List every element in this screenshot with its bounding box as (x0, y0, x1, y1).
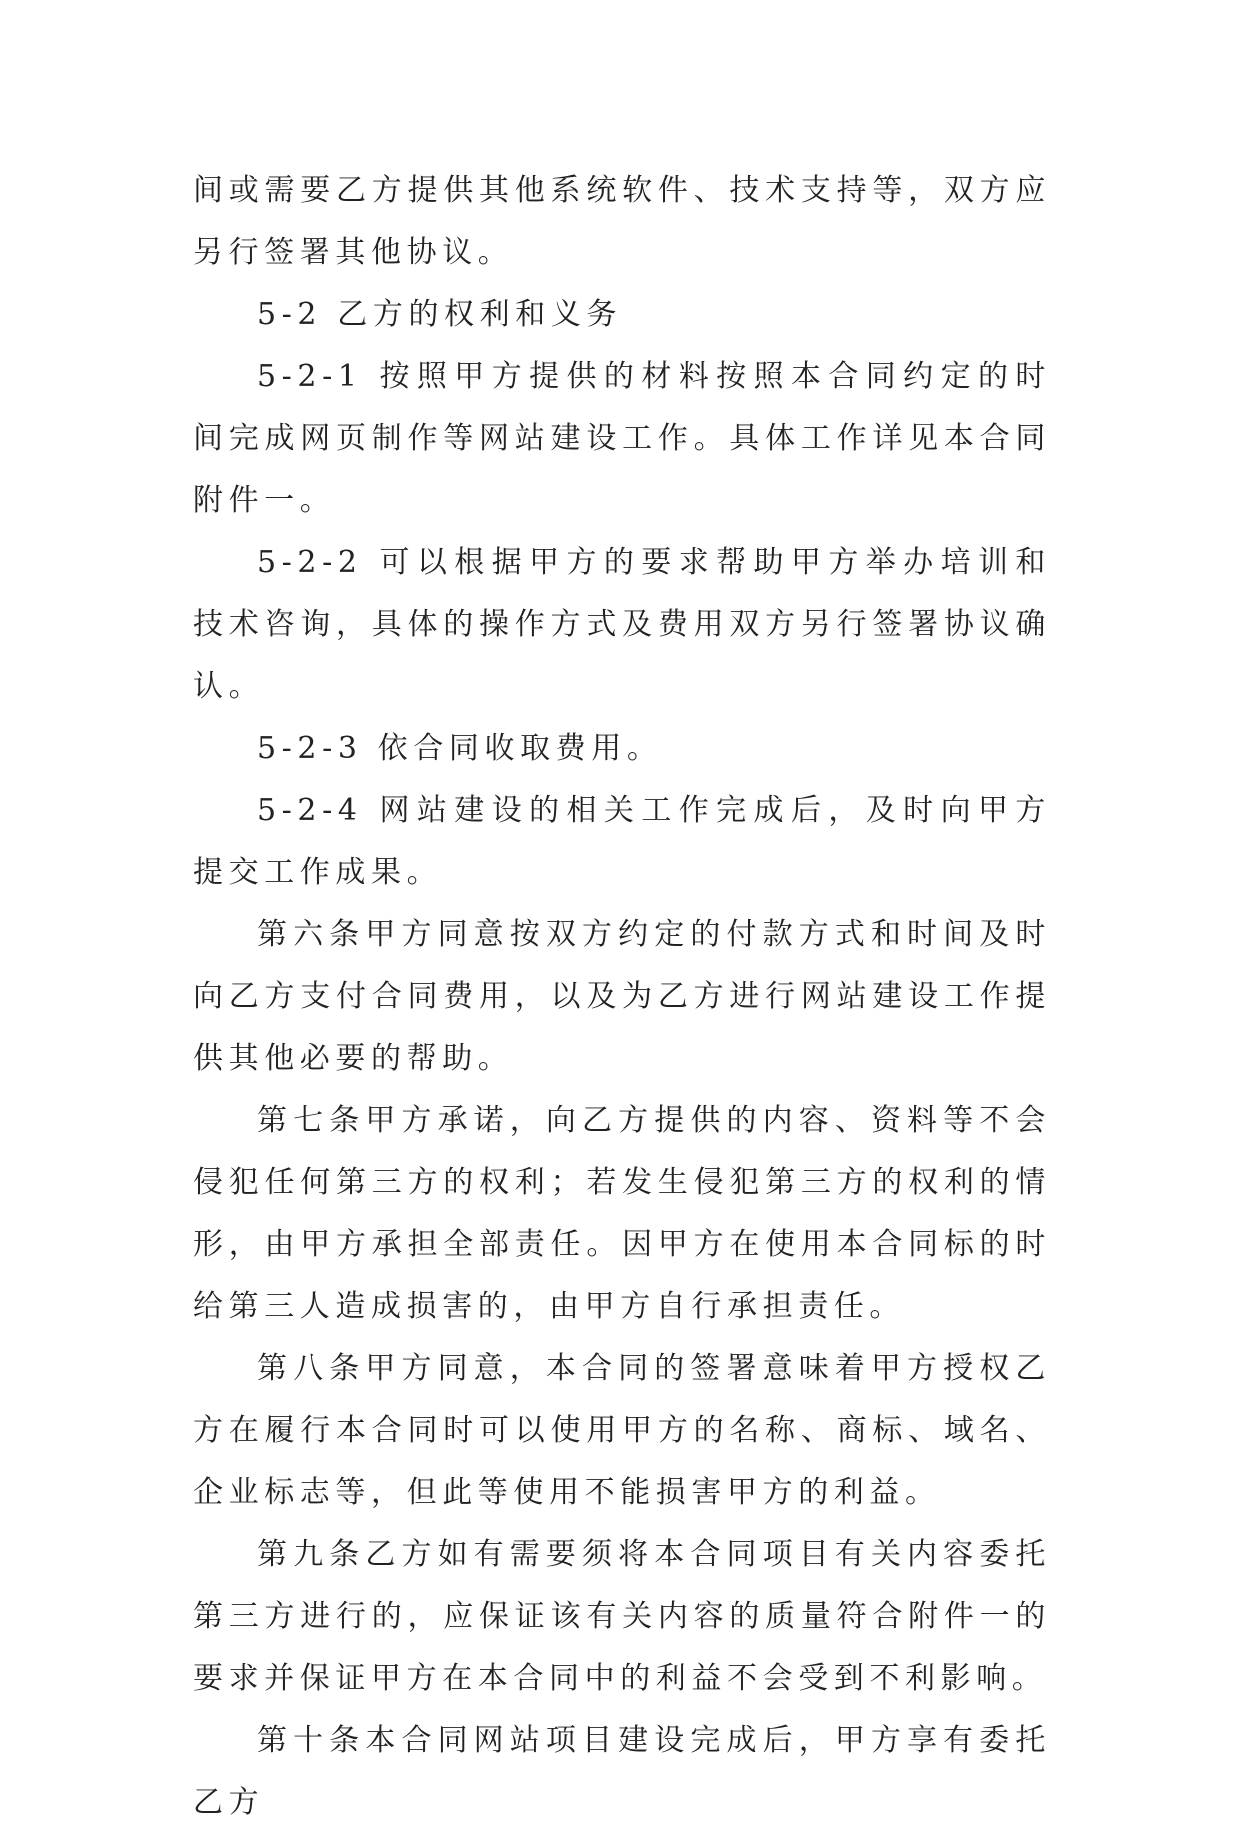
article-7: 第七条甲方承诺，向乙方提供的内容、资料等不会侵犯任何第三方的权利；若发生侵犯第三方的权利的情形，由甲方承担全部责任。因甲方在使用本合同标的时给第三人造成损害的，由甲方自行承担责任。 (193, 1103, 1051, 1324)
clause-5-2-1: 5-2-1 按照甲方提供的材料按照本合同约定的时间完成网页制作等网站建设工作。具体工作详见本合同附件一。 (193, 359, 1051, 518)
article-10: 第十条本合同网站项目建设完成后，甲方享有委托乙方 (193, 1723, 1051, 1820)
article-9: 第九条乙方如有需要须将本合同项目有关内容委托第三方进行的，应保证该有关内容的质量符合附件一的要求并保证甲方在本合同中的利益不会受到不利影响。 (193, 1537, 1051, 1696)
section-heading-5-2: 5-2 乙方的权利和义务 (257, 297, 623, 332)
clause-5-2-3: 5-2-3 依合同收取费用。 (257, 731, 663, 766)
document-body (193, 160, 1051, 1834)
article-8: 第八条甲方同意，本合同的签署意味着甲方授权乙方在履行本合同时可以使用甲方的名称、商标、域名、企业标志等，但此等使用不能损害甲方的利益。 (193, 1351, 1051, 1510)
article-6: 第六条甲方同意按双方约定的付款方式和时间及时向乙方支付合同费用，以及为乙方进行网站建设工作提供其他必要的帮助。 (193, 917, 1051, 1076)
paragraph-continuation: 间或需要乙方提供其他系统软件、技术支持等，双方应另行签署其他协议。 (193, 173, 1051, 270)
clause-5-2-2: 5-2-2 可以根据甲方的要求帮助甲方举办培训和技术咨询，具体的操作方式及费用双方另行签署协议确认。 (193, 545, 1051, 704)
clause-5-2-4: 5-2-4 网站建设的相关工作完成后，及时向甲方提交工作成果。 (193, 793, 1051, 890)
